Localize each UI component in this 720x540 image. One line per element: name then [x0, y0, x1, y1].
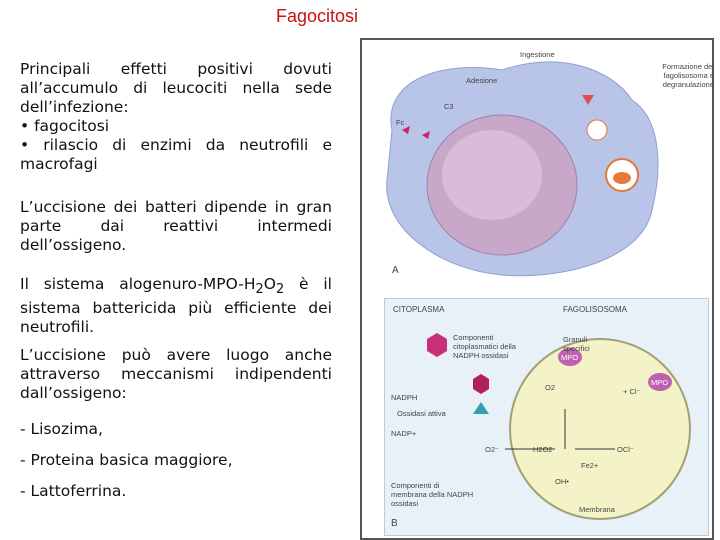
- bullet-fagocitosi: • fagocitosi: [20, 117, 110, 135]
- paragraph-mpo-system: [20, 275, 332, 337]
- mpo-sub-1: 2: [255, 282, 264, 298]
- label-mpo-2: MPO: [651, 378, 669, 387]
- paragraph-effects: [20, 60, 332, 174]
- label-fagolisosoma: FAGOLISOSOMA: [563, 305, 628, 314]
- label-nadp: NADP+: [391, 429, 417, 438]
- label-oh: OH•: [555, 477, 569, 486]
- label-componenti-membrana: Componenti di membrana della NADPH ossidasi: [391, 481, 474, 508]
- label-cl: + Cl⁻: [623, 387, 641, 396]
- bullet-enzimi: • rilascio di enzimi da neutrofili e macrofagi: [20, 136, 332, 173]
- list-item-lattoferrina: - Lattoferrina.: [20, 482, 127, 500]
- label-citoplasma: CITOPLASMA: [393, 305, 445, 314]
- label-a: A: [392, 265, 399, 276]
- mpo-text-a: Il sistema alogenuro-MPO-H: [20, 275, 256, 293]
- label-c3: C3: [444, 102, 454, 111]
- list-item-proteina: - Proteina basica maggiore,: [20, 451, 233, 469]
- paragraph-killing: L’uccisione dei batteri dipende in gran parte dai reattivi intermedi dell’ossigeno.: [20, 198, 332, 254]
- label-mpo-1: MPO: [561, 353, 579, 362]
- label-membrana: Membrana: [579, 505, 615, 514]
- label-nadph: NADPH: [391, 393, 418, 402]
- label-o2-minus: O2⁻: [485, 445, 499, 454]
- panel-b: [384, 298, 709, 536]
- page-title: Fagocitosi: [276, 6, 359, 26]
- list-item-lisozima: - Lisozima,: [20, 420, 103, 438]
- paragraph-effects-intro: Principali effetti positivi dovuti all’accumulo di leucociti nella sede dell’infezione:: [20, 60, 332, 116]
- label-granuli: Granuli specifici: [563, 335, 590, 353]
- label-fe: Fe2+: [581, 461, 599, 470]
- paragraph-oxygen-independent: L’uccisione può avere luogo anche attraverso meccanismi indipendenti dall’ossigeno:: [20, 346, 332, 402]
- label-b: B: [391, 518, 398, 529]
- label-h2o2: H2O2: [533, 445, 553, 454]
- label-adesione: Adesione: [466, 76, 498, 85]
- label-ingestione: Ingestione: [520, 50, 555, 59]
- phagocytosis-figure: [360, 38, 714, 540]
- label-ossidasi: Ossidasi attiva: [397, 409, 446, 418]
- mpo-sub-2: 2: [275, 282, 285, 298]
- label-ocl: OCl⁻: [617, 445, 634, 454]
- mpo-text-c: è il sistema battericida più efficiente dei neutrofili.: [20, 275, 332, 337]
- label-componenti-citoplasmatici: Componenti citoplasmatici della NADPH ossidasi: [453, 333, 516, 360]
- mpo-text-b: O: [263, 275, 276, 293]
- label-fc: Fc: [396, 118, 405, 127]
- label-o2: O2: [545, 383, 556, 392]
- label-formazione: Formazione del fagolisosoma e degranulazione: [662, 62, 714, 89]
